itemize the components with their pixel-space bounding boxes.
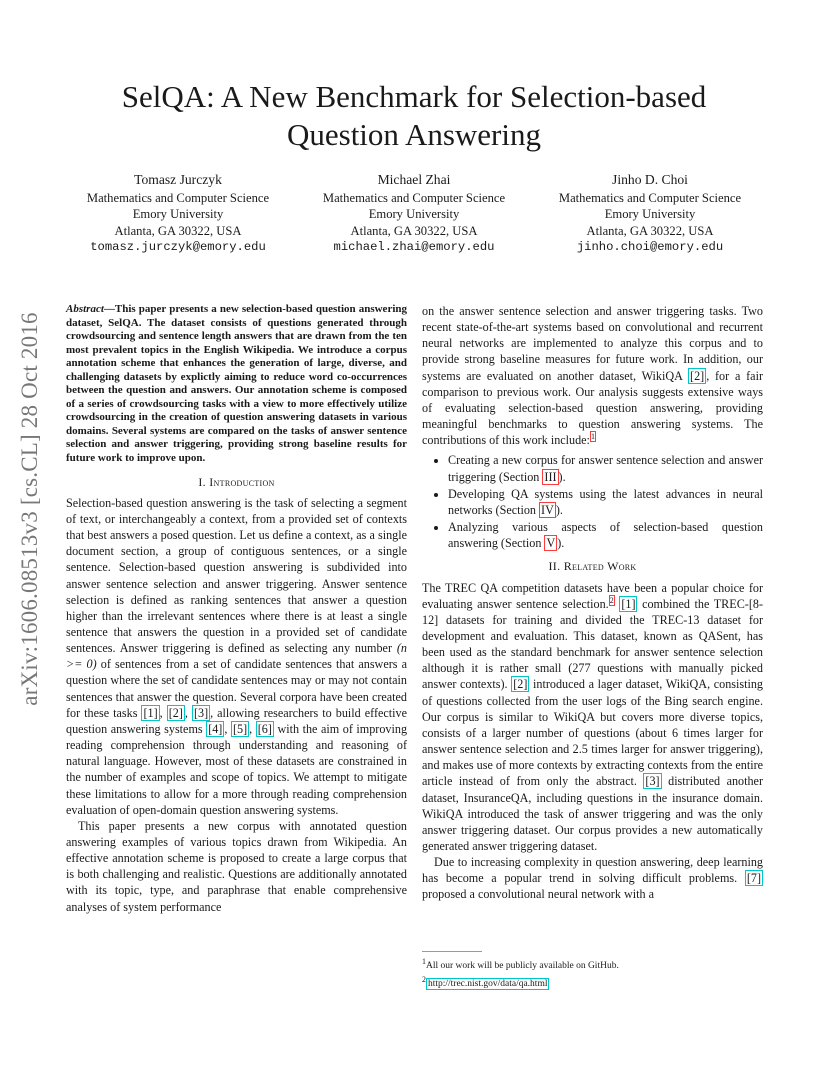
related-paragraph-2 <box>422 854 763 902</box>
author-univ: Emory University <box>604 207 696 221</box>
citation-link[interactable]: [2] <box>168 705 183 720</box>
author-dept: Mathematics and Computer Science <box>558 190 742 205</box>
section-heading-related-work <box>422 558 763 574</box>
author-2 <box>302 172 526 256</box>
text-span: , allowing researchers to build effective question answering systems <box>66 705 408 736</box>
author-email: tomasz.jurczyk@emory.edu <box>90 240 266 254</box>
text-span: introduced a lager dataset, WikiQA, consisting of questions collected from the user logs of the Bing search engine. Our corpus is similar to WikiQA but covers more diverse topics, consists of a larger number of questions (about 6 times larger for answer sentence selection and 2.5 times larger for answer triggering), and makes use of more contexts by extracting contexts from the entire article instead of from only the abstract. <box>422 677 763 789</box>
footnote-url-link[interactable]: http://trec.nist.gov/data/qa.html <box>427 979 548 990</box>
author-univ: Emory University <box>132 207 224 221</box>
abstract-label: Abstract <box>66 303 104 315</box>
title-line-2: Question Answering <box>286 117 541 152</box>
text-span: proposed a convolutional neural network with a <box>422 887 654 902</box>
author-univ: Emory University <box>368 207 460 221</box>
author-addr: Atlanta, GA 30322, USA <box>114 223 242 238</box>
text-span: Selection-based question answering is the task of selecting a segment of text, or interchangeably a context, from a provided set of contexts that best answers a posed question. Let us define a context, as a single document section, a group of contiguous sentences, or a single sentence. Selection-based question answering is subdivided into answer sentence selection and answer triggering. Answer sentence selection is defined as ranking sentences that answer a question higher than the irrelevant sentences where there is at least a single sentence that answers the question in a provided set of candidate sentences. Answer triggering is defined as selecting any number <box>66 495 407 656</box>
text-span: ). <box>555 502 563 517</box>
text-span: of sentences from a set of candidate sentences that answers a question where the set of candidate sentences may or may not contain sentences that answer the question. Several corpora have been created for these tasks <box>66 657 407 720</box>
intro-paragraph-2: This paper presents a new corpus with annotated question answering examples of various topics drawn from Wikipedia. An effective annotation scheme is proposed to create a large corpus that is both challenging and realistic. Questions are additionally annotated with its topic, type, and paraphrase that enable comprehensive analyses of system performance <box>66 818 407 914</box>
list-item <box>448 452 763 484</box>
citation-link[interactable]: [6] <box>257 721 272 736</box>
citation-link[interactable]: [2] <box>513 677 528 692</box>
text-span: distributed another dataset, InsuranceQA, including questions in the insurance domain. WikiQA introduced the task of answer triggering and was the only answer triggering dataset. Our corpus provides a new automatically generated answer triggering dataset. <box>422 774 763 853</box>
footnote-2 <box>422 973 763 991</box>
citation-link[interactable]: [5] <box>232 721 248 736</box>
footnote-marker[interactable]: 2 <box>609 595 614 605</box>
author-1 <box>66 172 290 256</box>
list-item <box>448 519 763 551</box>
citation-link[interactable]: [7] <box>746 871 761 886</box>
footnote-marker[interactable]: 1 <box>590 432 595 442</box>
author-name: Michael Zhai <box>377 172 451 187</box>
text-span: Creating a new corpus for answer sentence selection and answer triggering (Section <box>448 453 763 484</box>
section-title: Introduction <box>209 474 275 489</box>
text-span: combined the TREC-[8-12] datasets for training and divided the TREC-13 dataset for development and evaluation. This dataset, known as QASent, has been used as the standard benchmark for answer sentence selection although it is rather small (277 questions with manually picked answer contexts). <box>422 596 763 692</box>
arxiv-id: arXiv:1606.08513v3 [cs.CL] 28 Oct 2016 <box>17 312 42 706</box>
citation-link[interactable]: [3] <box>193 705 209 720</box>
list-item <box>448 486 763 518</box>
abstract-text: —This paper presents a new selection-based question answering dataset, SelQA. The dataset consists of questions generated through crowdsourcing and sentence length answers that are drawn from the ten most prevalent topics in the English Wikipedia. We introduce a corpus annotation scheme that enhances the generation of large, diverse, and challenging datasets by explictly aiming to reduce word co-occurrences between the question and answers. Our annotation scheme is composed of a series of crowdsourcing tasks with a view to more effectively utilize crowdsourcing in the creation of question answering datasets in various domains. Several systems are compared on the tasks of answer sentence selection and answer triggering, providing strong baseline results for future work to improve upon. <box>66 303 407 465</box>
footnote-1 <box>422 955 763 973</box>
footnote-number: 2 <box>422 975 426 985</box>
math-expression: (n >= 0) <box>66 641 407 672</box>
author-email: michael.zhai@emory.edu <box>333 240 495 254</box>
author-addr: Atlanta, GA 30322, USA <box>350 223 478 238</box>
citation-link[interactable]: [2] <box>690 368 705 383</box>
section-link[interactable]: III <box>544 469 557 484</box>
section-number: I. <box>198 474 210 489</box>
author-email: jinho.choi@emory.edu <box>576 240 724 254</box>
footnote-rule <box>422 951 482 952</box>
section-heading-introduction <box>66 474 407 490</box>
footnotes <box>422 955 763 991</box>
right-column <box>422 303 763 903</box>
citation-link[interactable]: [1] <box>143 705 158 720</box>
text-span: Due to increasing complexity in question answering, deep learning has become a popular trend in solving difficult problems. <box>422 855 763 886</box>
related-paragraph-1 <box>422 580 763 855</box>
section-number: II. <box>548 559 564 574</box>
author-block <box>66 172 762 256</box>
author-name: Jinho D. Choi <box>612 172 688 187</box>
citation-link[interactable]: [3] <box>645 774 660 789</box>
text-span: Developing QA systems using the latest advances in neural networks (Section <box>448 486 763 517</box>
citation-link[interactable]: [4] <box>208 721 223 736</box>
author-dept: Mathematics and Computer Science <box>322 190 506 205</box>
text-span: with the aim of improving reading comprehension through understanding and reasoning of natural language. However, most of these datasets are constrained in the number of examples and scope of topics. We attempt to mitigate these limitations to allow for a more through reading comprehension evaluation of open-domain question answering systems. <box>66 721 408 817</box>
footnote-text: All our work will be publicly available on GitHub. <box>425 961 619 972</box>
text-span: ). <box>558 469 566 484</box>
title-line-1: SelQA: A New Benchmark for Selection-based <box>121 79 707 114</box>
text-span: ). <box>557 536 565 551</box>
section-title: Related Work <box>563 559 637 574</box>
left-column <box>66 303 407 915</box>
text-span: on the answer sentence selection and answer triggering tasks. Two recent state-of-the-art systems based on convolutional and recurrent neural networks are implemented to analyze this corpus and to provide strong baseline measures for future work. In addition, our systems are evaluated on another dataset, WikiQA <box>422 304 763 383</box>
author-3 <box>538 172 762 256</box>
contributions-list <box>422 452 763 551</box>
section-link[interactable]: V <box>546 536 556 551</box>
abstract <box>66 303 407 466</box>
paper-title <box>0 78 828 154</box>
text-span: , for a fair comparison to previous work. Our analysis suggests extensive ways of evaluating selection-based question answering, providing meaningful benchmarks to question answering systems. The contributions of this work include: <box>422 368 763 448</box>
intro-paragraph-3 <box>422 303 763 448</box>
citation-link[interactable]: [1] <box>621 596 636 611</box>
footnote-number: 1 <box>422 957 426 966</box>
text-span: Analyzing various aspects of selection-based question answering (Section <box>448 520 763 551</box>
section-link[interactable]: IV <box>541 502 554 517</box>
author-name: Tomasz Jurczyk <box>134 172 222 187</box>
intro-paragraph-1: Selection-based question answering is the task of selecting a segment of text, or interchangeably a context, from a provided set of contexts that best answers a posed question. Let us define a context, as a single document section, a group of contiguous sentences, or a single sentence. Selection-based question answering is subdivided into answer sentence selection and answer triggering. Answer sentence selection is defined as ranking sentences that answer a question higher than the irrelevant sentences where there is at least a single sentence that answers the question in a provided set of candidate sentences. Answer triggering is defined as selecting any number (n >= 0) of sentences from a set of candidate sentences that answers a question where the set of candidate sentences may or may not contain sentences that answer the question. Several corpora have been created for these tasks [1] , [2] , [3] , allowing researchers to build effective question answering systems [4] , [5] , [6] with the aim of improving reading comprehension through understanding and reasoning of natural language. However, most of these datasets are constrained in the number of examples and scope of topics. We attempt to mitigate these limitations to allow for a more through reading comprehension evaluation of open-domain question answering systems. <box>66 495 408 817</box>
author-addr: Atlanta, GA 30322, USA <box>586 223 714 238</box>
text-span: The TREC QA competition datasets have been a popular choice for evaluating answer sentence selection. <box>422 580 763 611</box>
author-dept: Mathematics and Computer Science <box>86 190 270 205</box>
arxiv-stamp <box>15 289 45 729</box>
